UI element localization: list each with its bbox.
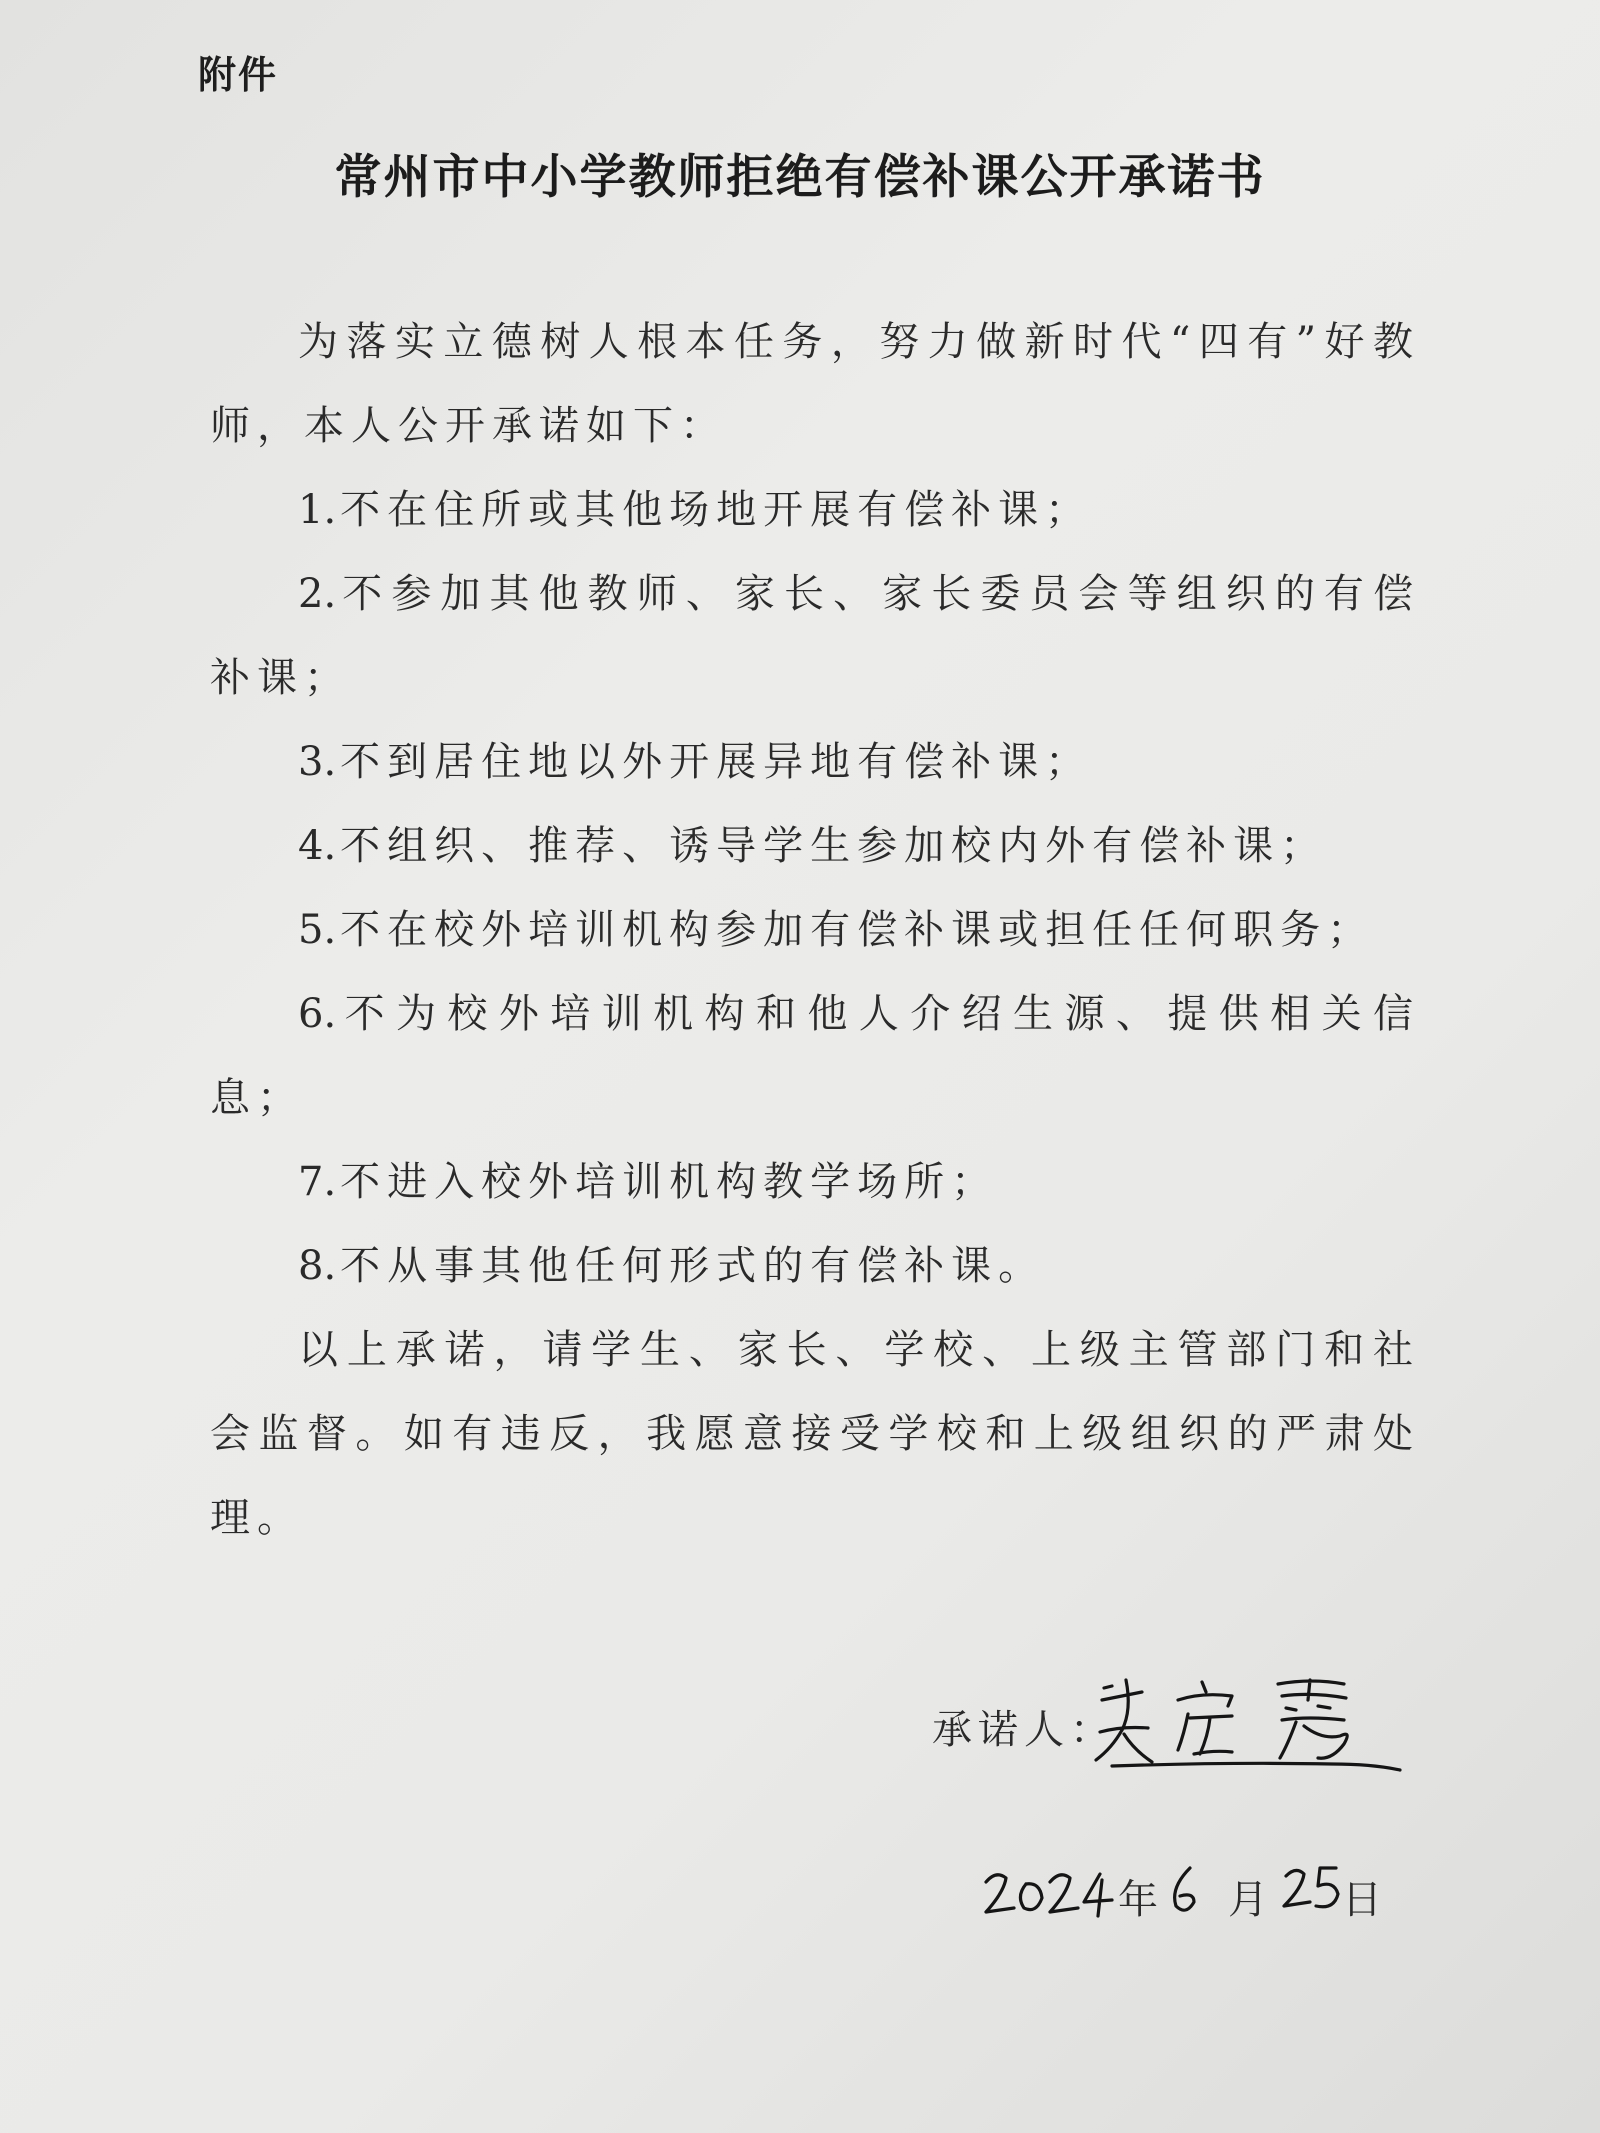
item-text: 不在住所或其他场地开展有偿补课； xyxy=(340,487,1093,533)
item-number: 6. xyxy=(298,991,337,1037)
item-number: 5. xyxy=(298,907,337,953)
commitment-item xyxy=(210,1224,1420,1308)
item-text: 不组织、推荐、诱导学生参加校内外有偿补课； xyxy=(340,823,1328,869)
date-block xyxy=(980,1840,1400,1930)
item-number: 8. xyxy=(298,1243,337,1289)
commitment-item xyxy=(210,720,1420,804)
document-body xyxy=(210,300,1420,1560)
commitment-list xyxy=(210,468,1420,1308)
document-title: 常州市中小学教师拒绝有偿补课公开承诺书 xyxy=(334,150,1266,205)
item-text: 不参加其他教师、家长、家长委员会等组织的有偿补课； xyxy=(210,571,1420,701)
month-unit: 月 xyxy=(1228,1877,1268,1923)
item-number: 2. xyxy=(298,571,337,617)
signer-block xyxy=(932,1670,1412,1780)
commitment-item xyxy=(210,552,1420,720)
signer-label: 承诺人： xyxy=(932,1707,1116,1753)
commitment-item xyxy=(210,1140,1420,1224)
item-number: 7. xyxy=(298,1159,337,1205)
handwritten-date-numbers xyxy=(980,1840,1400,1930)
item-text: 不进入校外培训机构教学场所； xyxy=(340,1159,999,1205)
commitment-item xyxy=(210,972,1420,1140)
item-text: 不从事其他任何形式的有偿补课。 xyxy=(340,1243,1046,1289)
intro-paragraph: 为落实立德树人根本任务，努力做新时代“四有”好教师，本人公开承诺如下： xyxy=(210,319,1420,449)
closing-paragraph: 以上承诺，请学生、家长、学校、上级主管部门和社会监督。如有违反，我愿意接受学校和上级组织的严肃处理。 xyxy=(210,1327,1420,1541)
commitment-item xyxy=(210,804,1420,888)
handwritten-signature xyxy=(1082,1670,1412,1780)
item-text: 不在校外培训机构参加有偿补课或担任任何职务； xyxy=(340,907,1375,953)
year-unit: 年 xyxy=(1118,1877,1158,1923)
commitment-item xyxy=(210,468,1420,552)
item-number: 3. xyxy=(298,739,337,785)
attachment-label: 附件 xyxy=(198,53,279,97)
item-number: 1. xyxy=(298,487,337,533)
item-number: 4. xyxy=(298,823,337,869)
day-unit: 日 xyxy=(1342,1877,1382,1923)
commitment-item xyxy=(210,888,1420,972)
item-text: 不为校外培训机构和他人介绍生源、提供相关信息； xyxy=(210,991,1420,1121)
item-text: 不到居住地以外开展异地有偿补课； xyxy=(340,739,1093,785)
